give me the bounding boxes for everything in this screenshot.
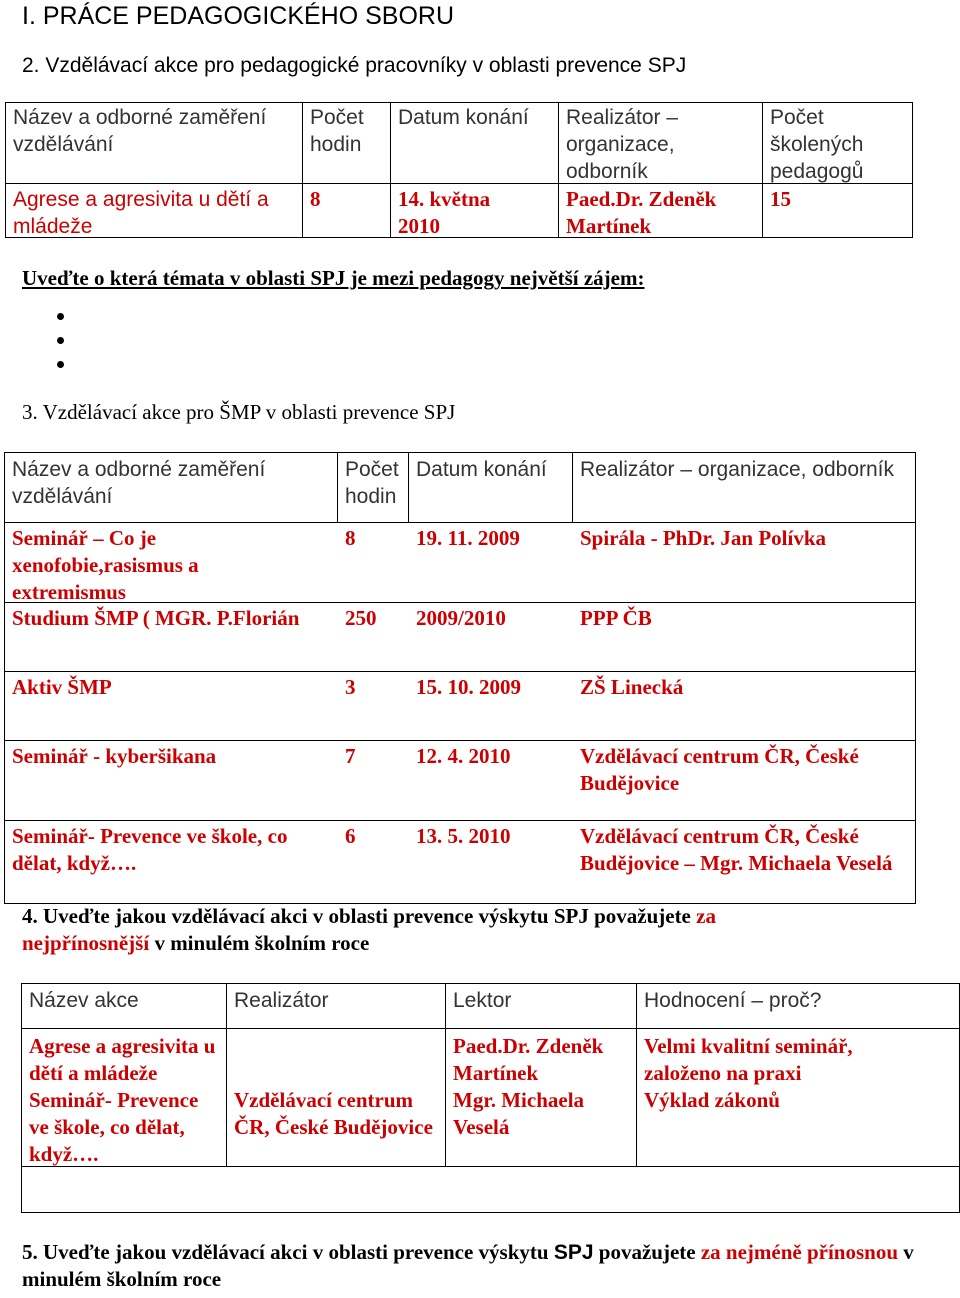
s3-row-hours: 3: [345, 675, 356, 699]
s3-row-date: 13. 5. 2010: [416, 824, 511, 848]
s3-row-date: 19. 11. 2009: [416, 526, 520, 550]
s4-header-rating: Hodnocení – proč?: [644, 989, 822, 1012]
s3-row-hours: 6: [345, 824, 356, 848]
interest-question: Uveďte o která témata v oblasti SPJ je mezi pedagogy největší zájem:: [22, 266, 645, 290]
bullet-2: [57, 337, 64, 344]
page-heading: I. PRÁCE PEDAGOGICKÉHO SBORU: [22, 2, 455, 30]
s4-header-name: Název akce: [29, 989, 139, 1012]
row-hours: 8: [310, 187, 321, 211]
s3-row-hours: 7: [345, 744, 356, 768]
header-date: Datum konání: [398, 106, 529, 129]
bullet-1: [57, 313, 64, 320]
s3-row-realizer: Vzdělávací centrum ČR, České Budějovice: [580, 744, 859, 795]
s4-row-lector: Mgr. Michaela Veselá: [453, 1088, 585, 1139]
s3-header-realizer: Realizátor – organizace, odborník: [580, 458, 895, 481]
s3-row-realizer: ZŠ Linecká: [580, 675, 684, 699]
s4-header-lector: Lektor: [453, 989, 512, 1012]
s4-row-rating: Výklad zákonů: [644, 1088, 780, 1112]
header-realizer: Realizátor – organizace, odborník: [566, 106, 679, 183]
section3-title: 3. Vzdělávací akce pro ŠMP v oblasti prevence SPJ: [22, 400, 456, 424]
s3-row-realizer: Spirála - PhDr. Jan Polívka: [580, 526, 827, 550]
s3-header-hours: Počet hodin: [345, 458, 399, 508]
s3-row-date: 12. 4. 2010: [416, 744, 511, 768]
s3-row-realizer: PPP ČB: [580, 606, 652, 630]
s3-row-name: Seminář - kyberšikana: [12, 744, 217, 768]
s4-row-name: Seminář- Prevence ve škole, co dělat, když….: [29, 1088, 199, 1166]
header-hours: Počet hodin: [310, 106, 364, 156]
s4-row-realizer: Vzdělávací centrum ČR, České Budějovice: [234, 1088, 433, 1139]
bullet-3: [57, 361, 64, 368]
section5-title: 5. Uveďte jakou vzdělávací akci v oblasti prevence výskytu SPJ považujete za nejméně přínosnou v minulém školním roce: [22, 1240, 914, 1291]
s3-row-realizer: Vzdělávací centrum ČR, České Budějovice – Mgr. Michaela Veselá: [580, 824, 893, 875]
header-name: Název a odborné zaměření vzdělávání: [13, 106, 267, 156]
s3-row-hours: 250: [345, 606, 377, 630]
s3-header-date: Datum konání: [416, 458, 547, 481]
s3-header-name: Název a odborné zaměření vzdělávání: [12, 458, 266, 508]
s3-row-hours: 8: [345, 526, 356, 550]
section2-title: 2. Vzdělávací akce pro pedagogické pracovníky v oblasti prevence SPJ: [22, 54, 687, 77]
s4-row-rating: Velmi kvalitní seminář, založeno na praxi: [644, 1034, 853, 1085]
s4-header-realizer: Realizátor: [234, 989, 329, 1012]
s3-row-name: Seminář – Co je xenofobie,rasismus a extremismus: [12, 526, 199, 604]
s3-row-name: Seminář- Prevence ve škole, co dělat, když….: [12, 824, 288, 875]
row-count: 15: [770, 187, 791, 211]
section4-title: 4. Uveďte jakou vzdělávací akci v oblasti prevence výskytu SPJ považujete za nejpřínosnější v minulém školním roce: [22, 904, 716, 955]
s3-row-date: 2009/2010: [416, 606, 506, 630]
s3-row-name: Studium ŠMP ( MGR. P.Florián: [12, 606, 300, 630]
s4-row-lector: Paed.Dr. Zdeněk Martínek: [453, 1034, 604, 1085]
row-name: Agrese a agresivita u dětí a mládeže: [13, 188, 269, 238]
s3-row-date: 15. 10. 2009: [416, 675, 521, 699]
s3-row-name: Aktiv ŠMP: [12, 675, 112, 699]
row-date: 14. května 2010: [398, 187, 491, 238]
row-realizer: Paed.Dr. Zdeněk Martínek: [566, 187, 717, 238]
s4-row-name: Agrese a agresivita u dětí a mládeže: [29, 1034, 216, 1085]
header-count: Počet školených pedagogů: [770, 106, 864, 183]
